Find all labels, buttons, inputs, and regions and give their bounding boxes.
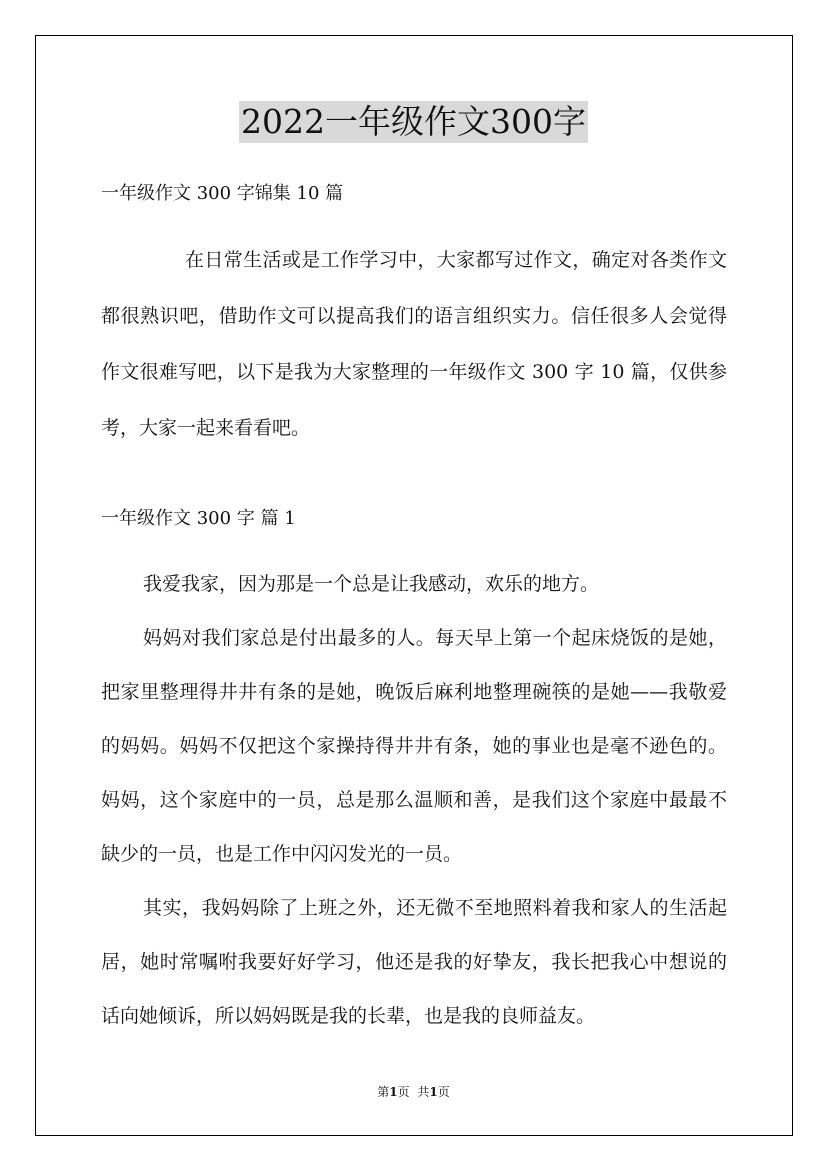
total-pages: 1 bbox=[429, 1085, 438, 1099]
essay-paragraph: 其实，我妈妈除了上班之外，还无微不至地照料着我和家人的生活起居，她时常嘱咐我要好好学习，他还是我的好挚友，我长把我心中想说的话向她倾诉，所以妈妈既是我的长辈，也是我的良师益友。 bbox=[101, 897, 727, 1027]
page-suffix: 页 bbox=[397, 1085, 410, 1099]
document-subtitle: 一年级作文 300 字锦集 10 篇 bbox=[101, 183, 344, 204]
total-prefix: 共 bbox=[417, 1085, 430, 1099]
essay-paragraph: 妈妈对我们家总是付出最多的人。每天早上第一个起床烧饭的是她，把家里整理得井井有条的是她，晚饭后麻利地整理碗筷的是她——我敬爱的妈妈。妈妈不仅把这个家操持得井井有条，她的事业也是毫不逊色的。妈妈，这个家庭中的一员，总是那么温顺和善，是我们这个家庭中最最不缺少的一员，也是工作中闪闪发光的一员。 bbox=[101, 627, 727, 865]
total-suffix: 页 bbox=[437, 1085, 450, 1099]
intro-paragraph: 在日常生活或是工作学习中，大家都写过作文，确定对各类作文都很熟识吧，借助作文可以提高我们的语言组织实力。信任很多人会觉得作文很难写吧，以下是我为大家整理的一年级作文 300 字 10 篇，仅供参考，大家一起来看看吧。 bbox=[101, 249, 727, 439]
essay-paragraph: 我爱我家，因为那是一个总是让我感动，欢乐的地方。 bbox=[143, 573, 600, 595]
essay-body bbox=[101, 557, 727, 1043]
section-heading: 一年级作文 300 字 篇 1 bbox=[101, 508, 296, 529]
page-number: 1 bbox=[389, 1085, 398, 1099]
page-footer bbox=[0, 1083, 827, 1101]
document-title: 2022一年级作文300字 bbox=[241, 102, 586, 141]
title-container bbox=[0, 101, 827, 143]
page-prefix: 第 bbox=[377, 1085, 390, 1099]
